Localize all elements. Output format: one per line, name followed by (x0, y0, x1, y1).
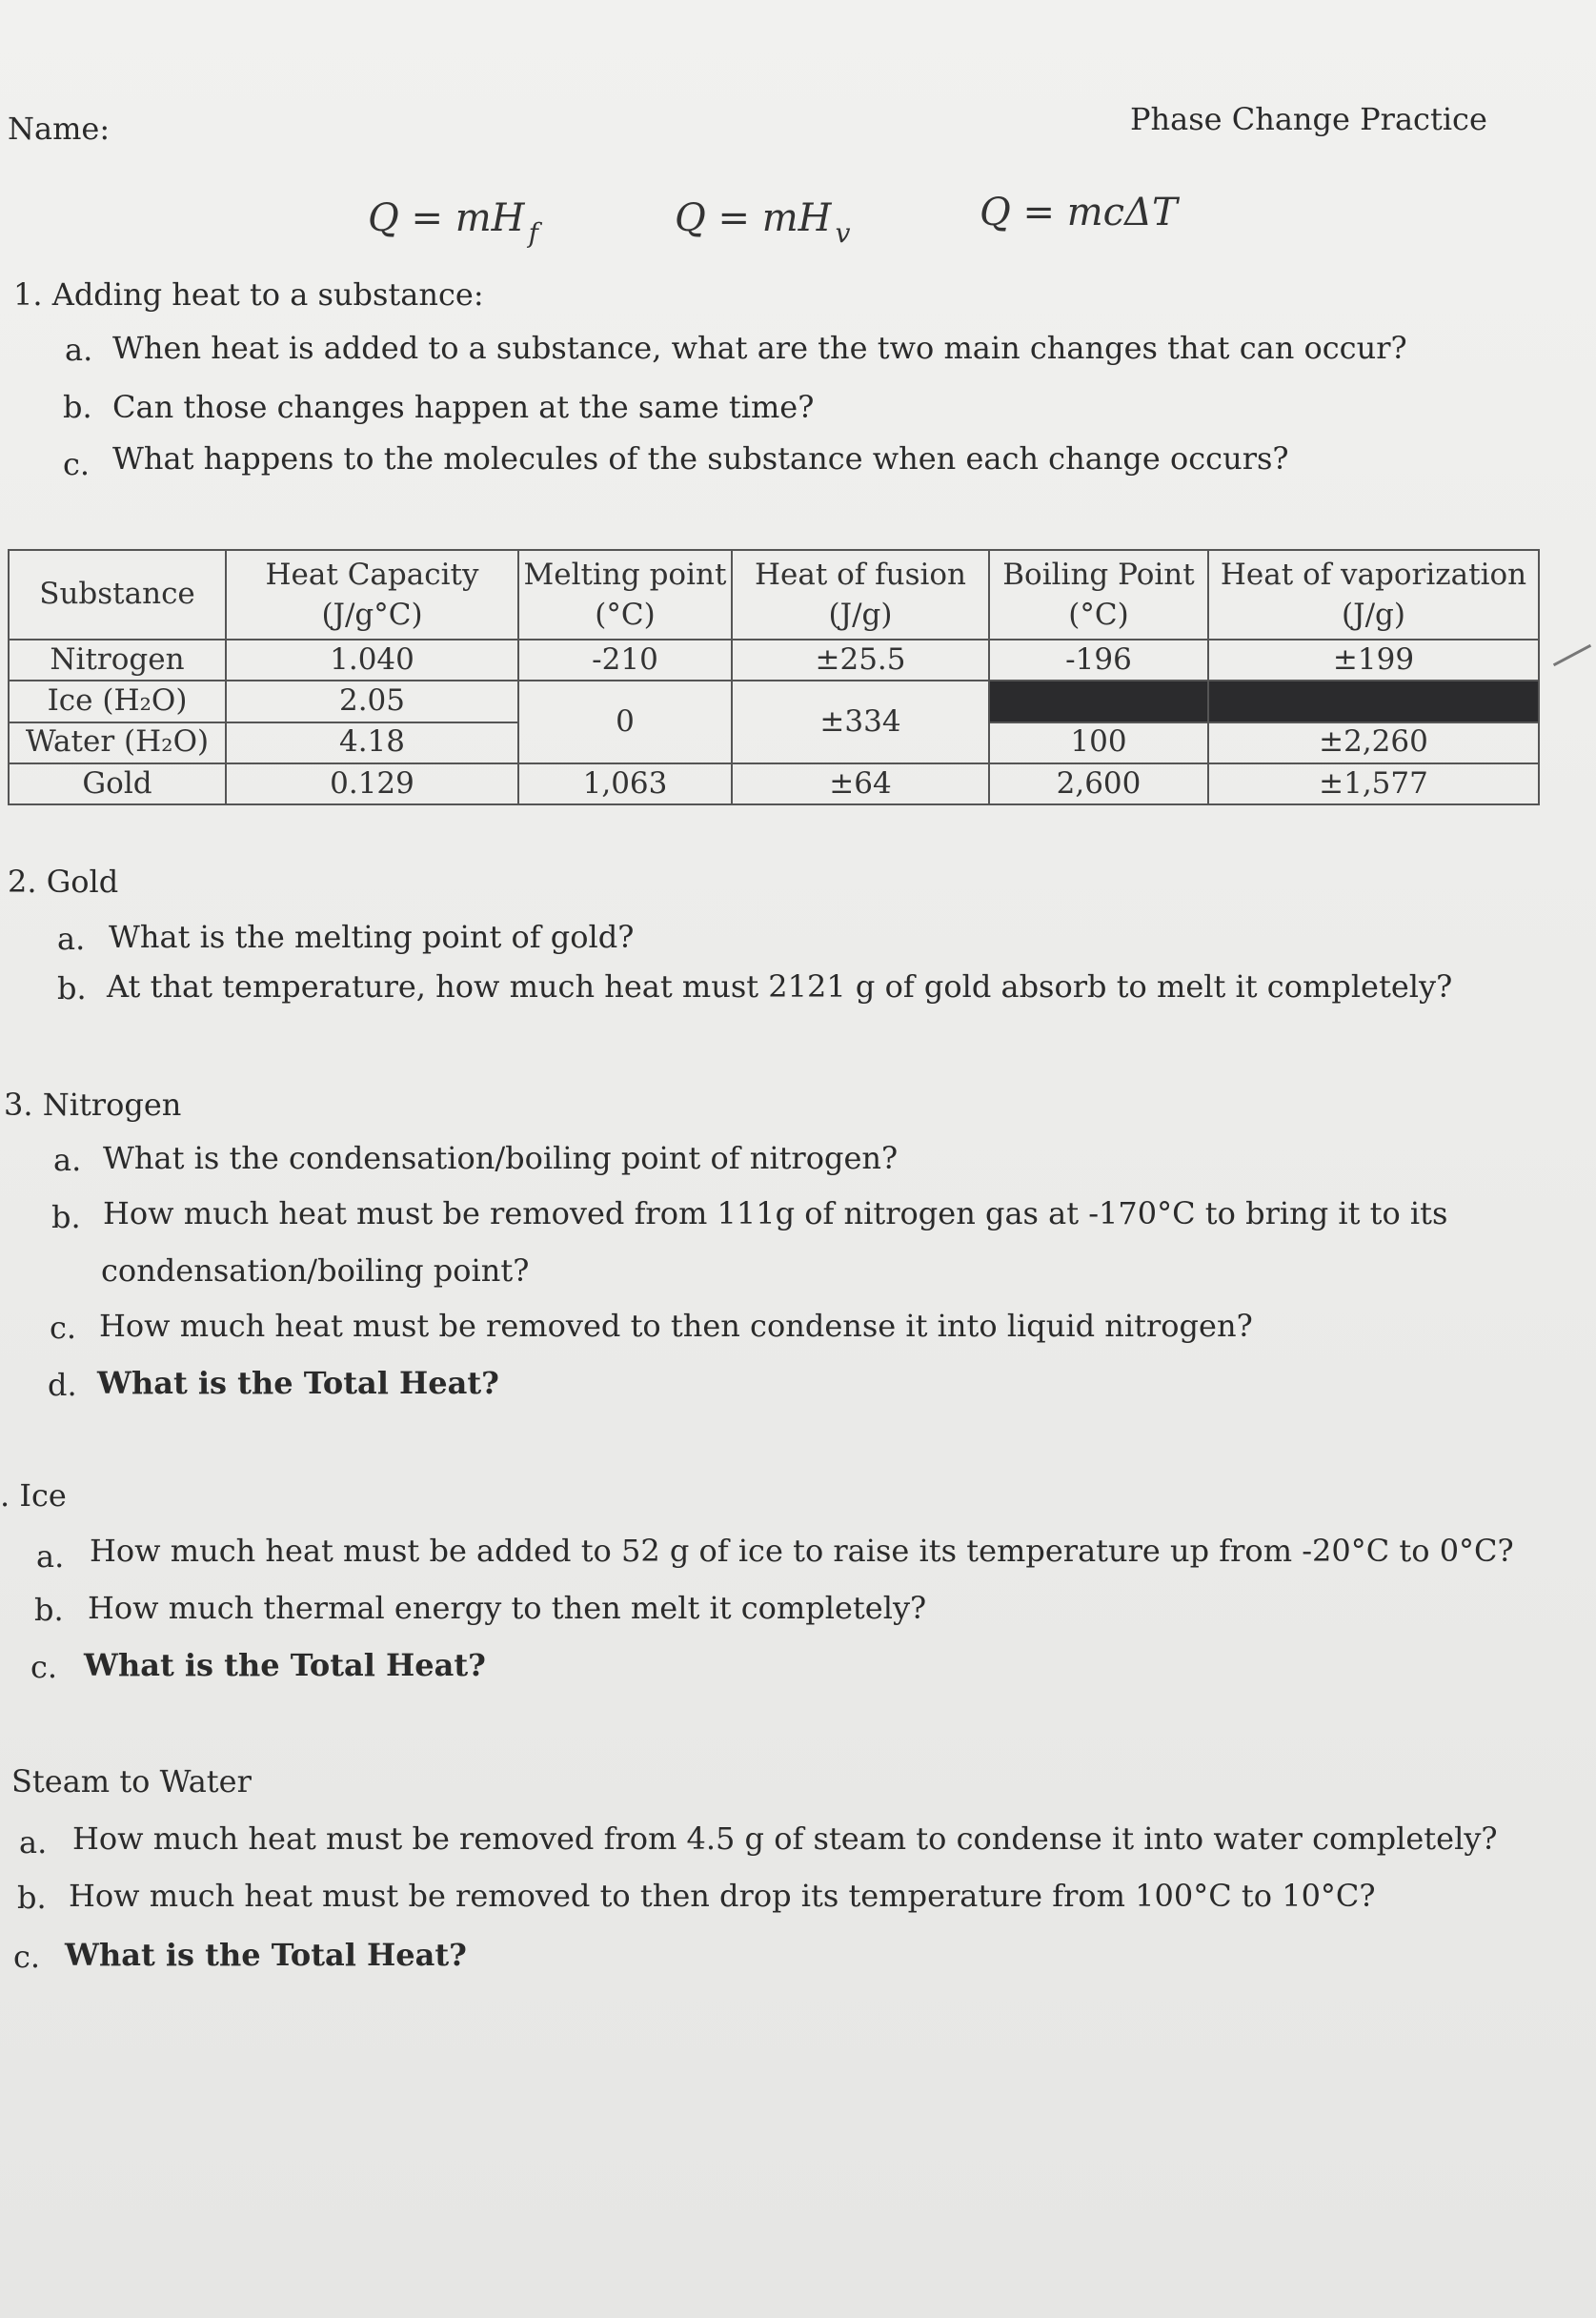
q2-item-a-text: What is the melting point of gold? (109, 919, 635, 955)
header-melting-point: Melting point (°C) (518, 550, 732, 640)
q4-item-a-label: a. (36, 1538, 65, 1575)
equation-fusion: Q = mH $_f$ (368, 196, 538, 249)
cell-melting-point: -210 (518, 640, 732, 681)
q4-item-a-text: How much heat must be added to 52 g of ice to raise its temperature up from -20°C to 0°C? (90, 1533, 1514, 1569)
q4-item-b-label: b. (34, 1592, 64, 1628)
q1-item-c-text: What happens to the molecules of the substance when each change occurs? (112, 440, 1289, 477)
cell-heat-capacity: 4.18 (226, 722, 518, 763)
q1-item-a-label: a. (65, 332, 93, 368)
cell-substance: Nitrogen (9, 640, 226, 681)
q4-item-c-text: What is the Total Heat? (84, 1647, 486, 1683)
name-label: Name: (8, 111, 111, 147)
cell-heat-of-fusion: ±64 (732, 763, 989, 804)
q3-item-c-text: How much heat must be removed to then condense it into liquid nitrogen? (99, 1308, 1253, 1344)
q5-item-b-label: b. (17, 1880, 47, 1916)
cell-substance: Ice (H₂O) (9, 681, 226, 722)
header-heat-of-fusion: Heat of fusion (J/g) (732, 550, 989, 640)
q3-item-c-label: c. (50, 1310, 77, 1346)
q5-item-b-text: How much heat must be removed to then drop its temperature from 100°C to 10°C? (69, 1878, 1376, 1914)
q3-item-b-text: How much heat must be removed from 111g of nitrogen gas at -170°C to bring it to its (103, 1195, 1448, 1231)
q3-heading: 3. Nitrogen (4, 1087, 182, 1123)
q5-item-a-text: How much heat must be removed from 4.5 g of steam to condense it into water completely? (72, 1820, 1498, 1857)
cell-melting-point-shared: 0 (518, 681, 732, 763)
q2-item-b-label: b. (57, 970, 87, 1006)
q2-item-a-label: a. (57, 921, 86, 957)
equation-vaporization: Q = mH $_v$ (675, 196, 851, 249)
cell-heat-of-fusion-shared: ±334 (732, 681, 989, 763)
q1-item-c-label: c. (63, 446, 91, 482)
header-boiling-point: Boiling Point (°C) (989, 550, 1208, 640)
q5-heading: Steam to Water (11, 1763, 252, 1800)
cell-boiling-point: 100 (989, 722, 1208, 763)
cell-heat-of-vaporization-redacted (1208, 681, 1539, 722)
q2-item-b-text: At that temperature, how much heat must 2121 g of gold absorb to melt it completely? (107, 968, 1453, 1005)
q3-item-b-label: b. (51, 1199, 81, 1235)
cell-melting-point: 1,063 (518, 763, 732, 804)
cell-heat-of-vaporization: ±1,577 (1208, 763, 1539, 804)
table-row (9, 681, 1539, 722)
equation-specific-heat: Q = mcΔT (980, 191, 1178, 234)
q3-item-a-text: What is the condensation/boiling point of nitrogen? (103, 1140, 899, 1176)
q5-item-c-text: What is the Total Heat? (65, 1937, 467, 1973)
q3-item-d-text: What is the Total Heat? (97, 1365, 499, 1401)
table-row (9, 763, 1539, 804)
cell-boiling-point: 2,600 (989, 763, 1208, 804)
q5-item-a-label: a. (19, 1824, 48, 1860)
q4-heading: . Ice (0, 1477, 67, 1514)
cell-substance: Water (H₂O) (9, 722, 226, 763)
q1-item-b-text: Can those changes happen at the same time? (112, 389, 815, 425)
q3-item-b-text-continued: condensation/boiling point? (101, 1252, 530, 1289)
pen-mark (1553, 644, 1591, 666)
q5-item-c-label: c. (13, 1939, 41, 1975)
cell-boiling-point: -196 (989, 640, 1208, 681)
worksheet-title: Phase Change Practice (1130, 101, 1487, 137)
cell-heat-of-vaporization: ±2,260 (1208, 722, 1539, 763)
header-heat-of-vaporization: Heat of vaporization (J/g) (1208, 550, 1539, 640)
q1-item-b-label: b. (63, 389, 92, 425)
q1-item-a-text: When heat is added to a substance, what are the two main changes that can occur? (112, 330, 1407, 366)
cell-boiling-point-redacted (989, 681, 1208, 722)
q4-item-c-label: c. (30, 1649, 58, 1685)
q1-heading: 1. Adding heat to a substance: (13, 276, 484, 313)
substance-properties-table (8, 549, 1540, 805)
q3-item-a-label: a. (53, 1142, 82, 1178)
q2-heading: 2. Gold (8, 864, 119, 900)
cell-heat-capacity: 1.040 (226, 640, 518, 681)
cell-heat-of-fusion: ±25.5 (732, 640, 989, 681)
cell-heat-of-vaporization: ±199 (1208, 640, 1539, 681)
table-header-row (9, 550, 1539, 640)
header-heat-capacity: Heat Capacity (J/g°C) (226, 550, 518, 640)
q3-item-d-label: d. (48, 1367, 77, 1403)
header-substance: Substance (9, 550, 226, 640)
q4-item-b-text: How much thermal energy to then melt it completely? (88, 1590, 927, 1626)
cell-heat-capacity: 0.129 (226, 763, 518, 804)
cell-heat-capacity: 2.05 (226, 681, 518, 722)
table-row (9, 640, 1539, 681)
cell-substance: Gold (9, 763, 226, 804)
